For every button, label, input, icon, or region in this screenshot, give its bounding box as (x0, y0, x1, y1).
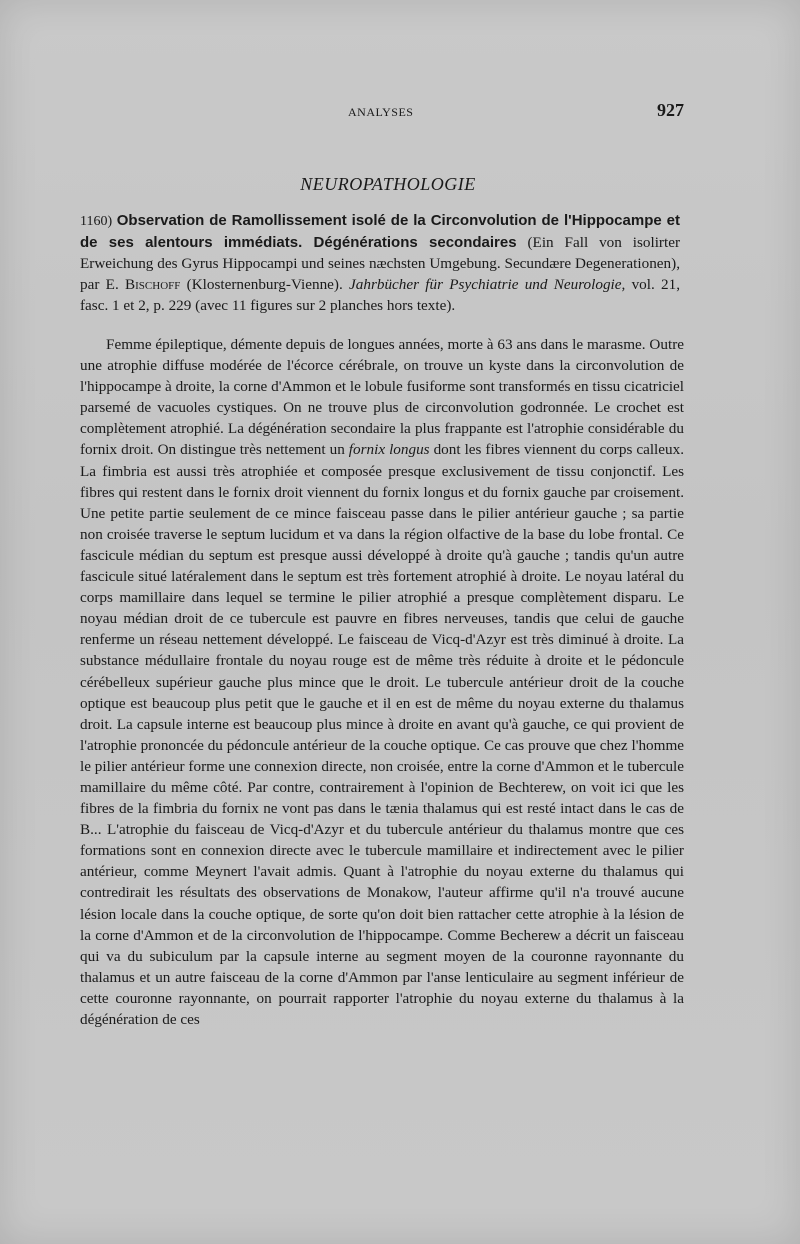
running-title: ANALYSES (348, 105, 414, 119)
original-title: (Ein Fall von isolirter Erweichung des Gyrus Hippocampi und seines næchsten Umgebung. Secundære Degenerationen), par (80, 234, 681, 293)
citation-details: vol. 21, fasc. 1 et 2, p. 229 (avec 11 figures sur 2 planches hors texte). (80, 276, 681, 314)
abstract-body (80, 334, 684, 1030)
section-title: NEUROPATHOLOGIE (300, 174, 476, 194)
entry-heading (80, 210, 680, 316)
body-text-part1: Femme épileptique, démente depuis de longues années, morte à 63 ans dans le marasme. Outre une atrophie diffuse modérée de l'écorce cérébrale, on trouve un kyste dans la circonvolution de l'hippocampe à droite, la corne d'Ammon et le lobule fusiforme sont transformés en tissu cicatriciel parsemé de vacuoles cystiques. On ne trouve plus de circonvolution godronnée. Le crochet est complètement atrophié. La dégénération secondaire la plus frappante est l'atrophie considérable du fornix droit. On distingue très nettement un (80, 336, 684, 459)
entry-title: Observation de Ramollissement isolé de la Circonvolution de l'Hippocampe et de ses alentours immédiats. Dégénérations secondaires (80, 212, 681, 251)
journal-name: Jahrbücher für Psychiatrie und Neurologie, (349, 276, 626, 293)
author-location: (Klosternenburg-Vienne). (186, 276, 343, 293)
page-number: 927 (657, 100, 684, 120)
body-text-part2: dont les fibres viennent du corps calleux. La fimbria est aussi très atrophiée et composée presque exclusivement de tissu conjonctif. Les fibres qui restent dans le fornix droit viennent du fornix longus et du fornix gauche par croisement. Une petite partie seulement de ce mince faisceau passe dans le pilier antérieur gauche ; sa partie non croisée traverse le septum lucidum et va dans la région olfactive de la base du lobe frontal. Ce fascicule médian du septum est presque aussi développé à droite qu'à gauche ; tandis qu'un autre fascicule situé latéralement dans le septum est très fortement atrophié à droite. Le noyau latéral du corps mamillaire dans lequel se termine le pilier atrophié a presque complètement disparu. Le noyau médian droit de ce tubercule est pauvre en fibres nerveuses, tandis que celui de gauche renferme un réseau nettement développé. Le faisceau de Vicq-d'Azyr est très diminué à droite. La substance médullaire frontale du noyau rouge est de même très réduite à droite et le pédoncule cérébelleux supérieur gauche plus mince que le droit. Le tubercule antérieur droit de la couche optique est beaucoup plus petit que le gauche et il en est de même du noyau externe du thalamus droit. La capsule interne est beaucoup plus mince à droite en avant qu'à gauche, ce qui provient de l'atrophie prononcée du pédoncule antérieur de la couche optique. Ce cas prouve que chez l'homme le pilier antérieur forme une connexion directe, non croisée, entre la corne d'Ammon et le tubercule mamillaire du même côté. Par contre, contrairement à l'opinion de Bechterew, on voit ici que les fibres de la fimbria du fornix ne vont pas dans le tænia thalamus qui est resté intact dans le cas de B... L'atrophie du faisceau de Vicq-d'Azyr et du tubercule antérieur du thalamus montre que ces formations sont en connexion directe avec le tubercule mamillaire et indirectement avec le pilier antérieur, comme Meynert l'avait admis. Quant à l'atrophie du noyau externe du thalamus qui contredirait les résultats des observations de Monakow, l'auteur affirme qu'il n'a trouvé aucune lésion locale dans la couche optique, de sorte qu'on doit bien rattacher cette atrophie à la lésion de la corne d'Ammon et de la circonvolution de l'hippocampe. Comme Becherew a décrit un faisceau qui va du subiculum par la capsule interne au segment moyen de la couronne rayonnante du thalamus et un autre faisceau de la corne d'Ammon par l'anse lenticulaire au segment inférieur de cette couronne rayonnante, on pourrait rapporter l'atrophie du noyau externe du thalamus à la dégénération de ces (80, 441, 685, 1028)
author-name: E. Bischoff (105, 276, 181, 293)
italic-term: fornix longus (348, 441, 430, 459)
running-head (88, 100, 688, 124)
entry-number: 1160) (80, 214, 113, 229)
abstract-paragraph (80, 334, 684, 1030)
